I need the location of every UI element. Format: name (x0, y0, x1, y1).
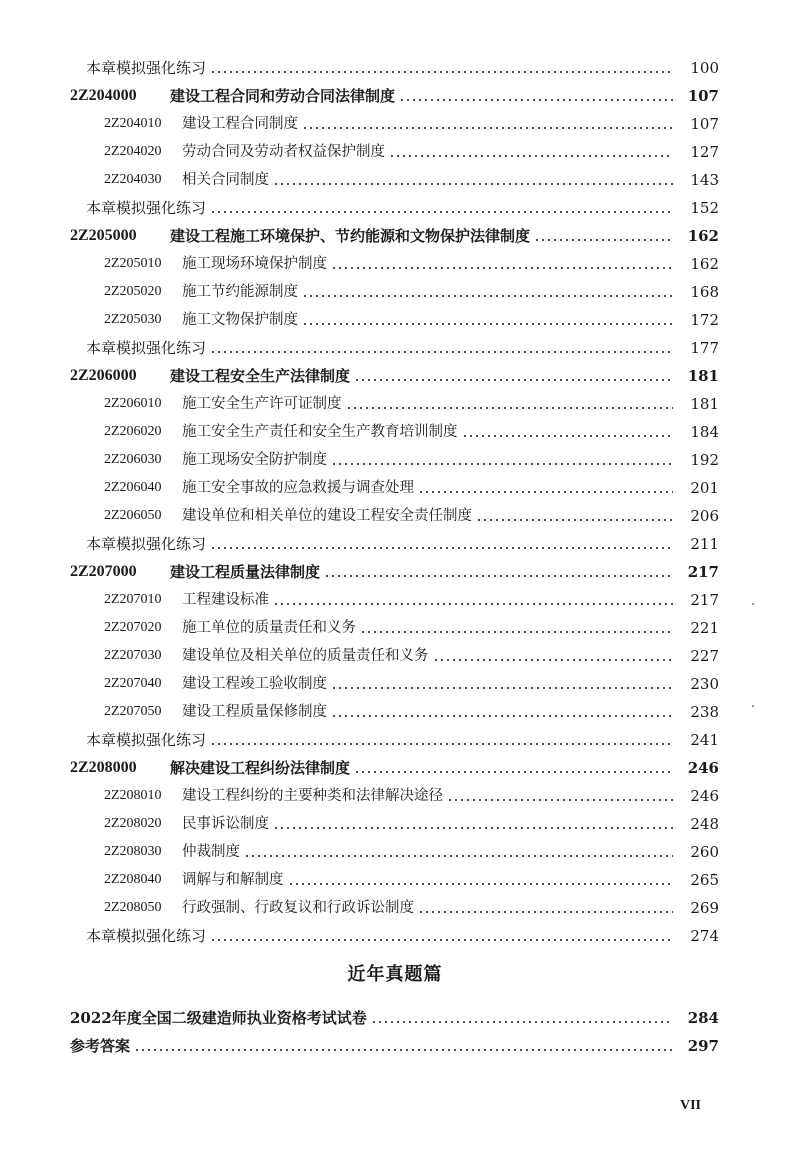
toc-entry-section (0, 446, 790, 474)
entry-title: 建设工程质量保修制度 (182, 704, 327, 720)
entry-page-number: 269 (690, 899, 719, 917)
dot-leader (346, 390, 674, 418)
entry-code: 2Z208040 (104, 872, 162, 887)
entry-page-number: 127 (690, 143, 719, 161)
entry-code: 2Z207020 (104, 620, 162, 635)
dot-leader (331, 250, 673, 278)
dot-leader (244, 838, 673, 866)
entry-code: 2Z206000 (70, 367, 137, 384)
entry-title: 2022年度全国二级建造师执业资格考试试卷 (70, 1009, 367, 1027)
entry-title: 本章模拟强化练习 (86, 199, 207, 217)
toc-entry-exam (0, 1004, 790, 1032)
dot-leader (534, 222, 673, 250)
toc-entry-section (0, 782, 790, 810)
entry-code: 2Z208010 (104, 788, 162, 803)
toc-entry-exercise (0, 194, 790, 222)
entry-page-number: 227 (690, 647, 719, 665)
dot-leader (302, 278, 673, 306)
entry-title: 施工安全生产许可证制度 (182, 396, 342, 412)
entry-page-number: 107 (687, 87, 719, 105)
dot-leader (447, 782, 673, 810)
entry-title: 施工安全生产责任和安全生产教育培训制度 (182, 424, 458, 440)
entry-title: 建设工程竣工验收制度 (182, 676, 327, 692)
entry-code: 2Z206020 (104, 424, 162, 439)
dot-leader (210, 922, 673, 950)
dot-leader (324, 558, 673, 586)
dot-leader (210, 194, 673, 222)
entry-title: 行政强制、行政复议和行政诉讼制度 (182, 900, 414, 916)
entry-code: 2Z205010 (104, 256, 162, 271)
entry-code: 2Z208030 (104, 844, 162, 859)
dot-leader (360, 614, 673, 642)
dot-leader (273, 586, 673, 614)
toc-entry-section (0, 306, 790, 334)
entry-page-number: 260 (690, 843, 719, 861)
toc-entry-section (0, 502, 790, 530)
entry-page-number: 284 (687, 1009, 719, 1027)
dot-leader (371, 1004, 673, 1032)
entry-title: 调解与和解制度 (182, 872, 284, 888)
dot-leader (210, 726, 673, 754)
entry-code: 2Z206010 (104, 396, 162, 411)
entry-code: 2Z207040 (104, 676, 162, 691)
toc-entry-section (0, 586, 790, 614)
dot-leader (210, 54, 673, 82)
entry-code: 2Z208050 (104, 900, 162, 915)
page-number: VII (680, 1098, 702, 1113)
toc-entry-section (0, 166, 790, 194)
dot-leader (302, 306, 673, 334)
toc-entry-section (0, 278, 790, 306)
entry-page-number: 238 (690, 703, 719, 721)
entry-code: 2Z207000 (70, 563, 137, 580)
entry-code: 2Z205000 (70, 227, 137, 244)
toc-entry-exercise (0, 922, 790, 950)
dot-leader (354, 754, 673, 782)
entry-code: 2Z207050 (104, 704, 162, 719)
entry-page-number: 206 (690, 507, 719, 525)
toc-entry-section (0, 670, 790, 698)
entry-page-number: 107 (690, 115, 719, 133)
entry-title: 建设工程合同制度 (182, 116, 298, 132)
entry-page-number: 172 (690, 311, 719, 329)
entry-page-number: 297 (687, 1037, 719, 1055)
entry-title: 参考答案 (70, 1037, 131, 1055)
entry-page-number: 274 (690, 927, 719, 945)
toc-entry-section (0, 642, 790, 670)
toc-entry-chapter (0, 362, 790, 390)
entry-title: 相关合同制度 (182, 172, 269, 188)
toc-entry-chapter (0, 82, 790, 110)
entry-page-number: 181 (687, 367, 719, 385)
entry-code: 2Z207030 (104, 648, 162, 663)
entry-title: 本章模拟强化练习 (86, 339, 207, 357)
part-heading: 近年真题篇 (347, 964, 443, 985)
dot-leader (273, 166, 673, 194)
entry-page-number: 221 (690, 619, 719, 637)
entry-page-number: 248 (690, 815, 719, 833)
entry-title: 解决建设工程纠纷法律制度 (170, 759, 351, 777)
dot-leader (418, 474, 673, 502)
toc-entry-section (0, 418, 790, 446)
entry-title: 建设工程施工环境保护、节约能源和文物保护法律制度 (170, 227, 531, 245)
entry-page-number: 211 (690, 535, 719, 553)
entry-page-number: 246 (687, 759, 719, 777)
scan-speck (752, 705, 754, 707)
dot-leader (331, 446, 673, 474)
entry-code: 2Z207010 (104, 592, 162, 607)
entry-code: 2Z208000 (70, 759, 137, 776)
entry-title: 工程建设标准 (182, 592, 269, 608)
dot-leader (462, 418, 674, 446)
appendix-entries (0, 1004, 790, 1060)
toc-entry-exercise (0, 726, 790, 754)
toc-entry-exercise (0, 54, 790, 82)
entry-title: 仲裁制度 (182, 844, 240, 860)
toc-entry-section (0, 698, 790, 726)
entry-code: 2Z206040 (104, 480, 162, 495)
entry-code: 2Z206050 (104, 508, 162, 523)
toc-entry-section (0, 250, 790, 278)
toc-entry-chapter (0, 222, 790, 250)
entry-title: 建设单位及相关单位的质量责任和义务 (182, 648, 429, 664)
dot-leader (210, 334, 673, 362)
toc-entry-chapter (0, 754, 790, 782)
entry-title: 本章模拟强化练习 (86, 535, 207, 553)
dot-leader (331, 698, 673, 726)
toc-entry-section (0, 810, 790, 838)
entry-title: 本章模拟强化练习 (86, 59, 207, 77)
entry-title: 建设工程纠纷的主要种类和法律解决途径 (182, 788, 443, 804)
toc-entry-section (0, 138, 790, 166)
entry-page-number: 201 (690, 479, 719, 497)
entry-title: 施工节约能源制度 (182, 284, 298, 300)
toc-entry-section (0, 838, 790, 866)
entry-code: 2Z204000 (70, 87, 137, 104)
entry-page-number: 241 (690, 731, 719, 749)
entry-page-number: 246 (690, 787, 719, 805)
toc-entry-chapter (0, 558, 790, 586)
dot-leader (399, 82, 673, 110)
dot-leader (476, 502, 673, 530)
entry-title: 本章模拟强化练习 (86, 927, 207, 945)
entry-code: 2Z204030 (104, 172, 162, 187)
entry-title: 施工文物保护制度 (182, 312, 298, 328)
toc-entry-exercise (0, 530, 790, 558)
entry-page-number: 143 (690, 171, 719, 189)
dot-leader (288, 866, 674, 894)
entry-title: 本章模拟强化练习 (86, 731, 207, 749)
toc-entry-section (0, 110, 790, 138)
toc-entry-section (0, 894, 790, 922)
entry-page-number: 230 (690, 675, 719, 693)
entry-title: 施工安全事故的应急救援与调查处理 (182, 480, 414, 496)
toc-entry-section (0, 866, 790, 894)
dot-leader (389, 138, 673, 166)
entry-title: 建设工程安全生产法律制度 (170, 367, 351, 385)
entry-page-number: 192 (690, 451, 719, 469)
entry-title: 建设工程合同和劳动合同法律制度 (170, 87, 396, 105)
entry-code: 2Z208020 (104, 816, 162, 831)
entry-code: 2Z204020 (104, 144, 162, 159)
entry-page-number: 217 (687, 563, 719, 581)
entry-code: 2Z204010 (104, 116, 162, 131)
toc-entry-section (0, 474, 790, 502)
dot-leader (210, 530, 673, 558)
entry-page-number: 162 (690, 255, 719, 273)
entry-title: 施工单位的质量责任和义务 (182, 620, 356, 636)
scan-speck (752, 603, 754, 605)
toc-entry-section (0, 390, 790, 418)
entry-page-number: 265 (690, 871, 719, 889)
entry-page-number: 152 (690, 199, 719, 217)
entry-title: 施工现场环境保护制度 (182, 256, 327, 272)
dot-leader (433, 642, 674, 670)
entry-page-number: 168 (690, 283, 719, 301)
entry-page-number: 184 (690, 423, 719, 441)
entry-page-number: 177 (690, 339, 719, 357)
dot-leader (134, 1032, 673, 1060)
entry-page-number: 217 (690, 591, 719, 609)
entry-page-number: 162 (687, 227, 719, 245)
entry-title: 建设单位和相关单位的建设工程安全责任制度 (182, 508, 472, 524)
entry-page-number: 100 (690, 59, 719, 77)
table-of-contents (0, 54, 790, 950)
dot-leader (273, 810, 673, 838)
entry-code: 2Z206030 (104, 452, 162, 467)
entry-title: 民事诉讼制度 (182, 816, 269, 832)
entry-page-number: 181 (690, 395, 719, 413)
entry-code: 2Z205030 (104, 312, 162, 327)
dot-leader (354, 362, 673, 390)
dot-leader (331, 670, 673, 698)
toc-entry-section (0, 614, 790, 642)
toc-entry-exam (0, 1032, 790, 1060)
toc-entry-exercise (0, 334, 790, 362)
dot-leader (418, 894, 673, 922)
entry-title: 劳动合同及劳动者权益保护制度 (182, 144, 385, 160)
dot-leader (302, 110, 673, 138)
entry-code: 2Z205020 (104, 284, 162, 299)
entry-title: 建设工程质量法律制度 (170, 563, 321, 581)
entry-title: 施工现场安全防护制度 (182, 452, 327, 468)
